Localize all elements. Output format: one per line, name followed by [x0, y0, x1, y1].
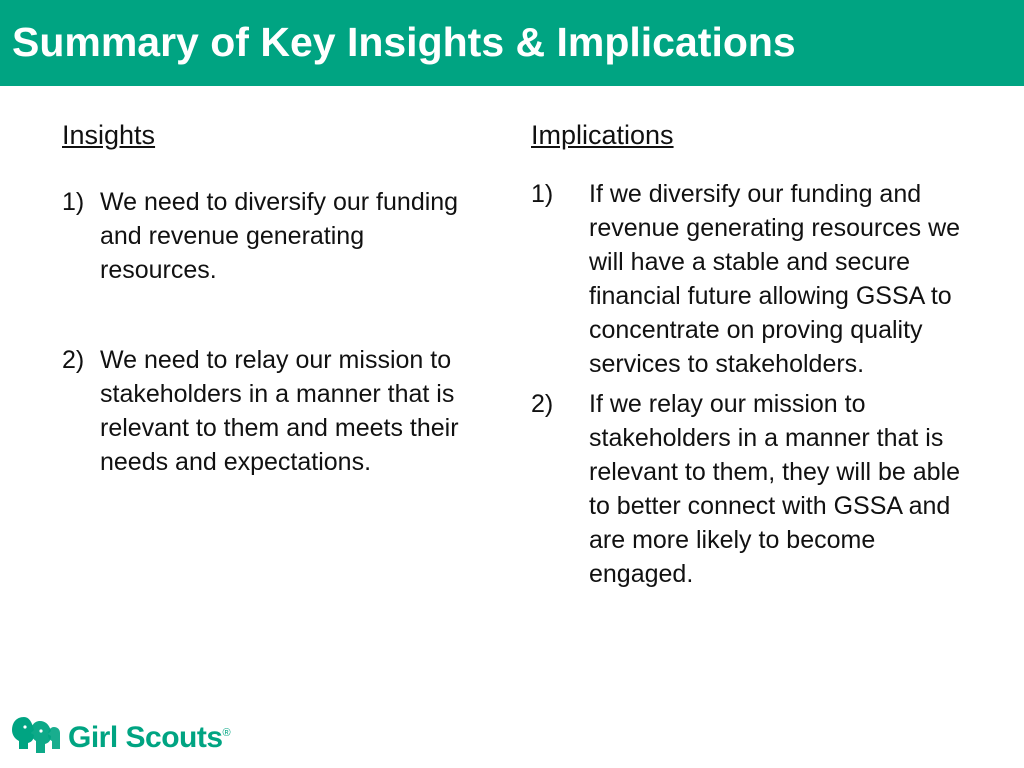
list-item [531, 387, 971, 591]
implications-list [531, 177, 971, 591]
logo-wordmark: Girl Scouts® [68, 720, 231, 754]
title-bar [0, 0, 1024, 86]
item-text: If we diversify our funding and revenue generating resources we will have a stable and secure financial future allowing GSSA to concentrate on proving quality services to stakeholders. [589, 180, 961, 378]
item-number: 2) [62, 346, 85, 374]
slide-title: Summary of Key Insights & Implications [12, 19, 796, 65]
list-item [62, 343, 482, 479]
item-number: 1) [62, 188, 85, 216]
implications-heading: Implications [531, 120, 674, 150]
item-text: If we relay our mission to stakeholders in a manner that is relevant to them, they will be able to better connect with GSSA and are more likely to become engaged. [589, 390, 961, 588]
registered-mark: ® [222, 726, 231, 739]
list-item [62, 185, 482, 287]
trefoil-profiles-icon [10, 713, 62, 757]
item-text: We need to relay our mission to stakeholders in a manner that is relevant to them and meets their needs and expectations. [100, 346, 459, 476]
girl-scouts-logo [10, 710, 230, 760]
item-number: 1) [531, 180, 554, 208]
item-number: 2) [531, 390, 554, 418]
list-item [531, 177, 971, 381]
item-text: We need to diversify our funding and revenue generating resources. [100, 188, 459, 284]
insights-list [62, 185, 482, 479]
insights-heading: Insights [62, 120, 156, 150]
